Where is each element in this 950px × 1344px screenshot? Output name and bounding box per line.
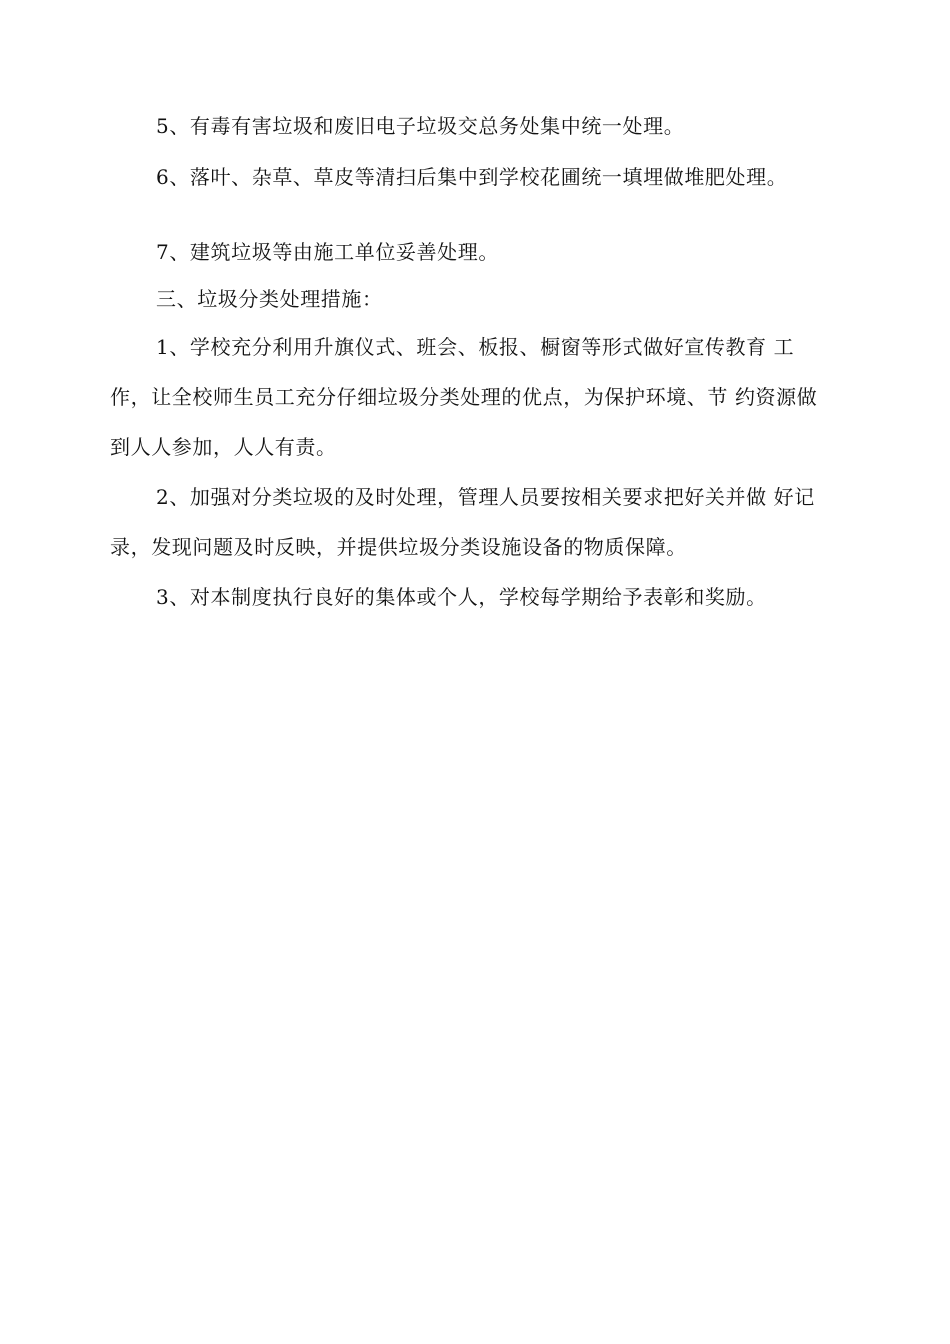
paragraph-item-6: 6、落叶、杂草、草皮等清扫后集中到学校花圃统一填埋做堆肥处理。	[156, 165, 788, 189]
paragraph-item-7: 7、建筑垃圾等由施工单位妥善处理。	[156, 240, 499, 264]
paragraph-measure-3: 3、对本制度执行良好的集体或个人，学校每学期给予表彰和奖励。	[156, 585, 767, 609]
section-heading-measures: 三、垃圾分类处理措施：	[156, 287, 383, 311]
paragraph-measure-1: 1、学校充分利用升旗仪式、班会、板报、橱窗等形式做好宣传教育 工作，让全校师生员工充分仔细垃圾分类处理的优点，为保护环境、节 约资源做到人人参加，人人有责。	[110, 335, 818, 459]
paragraph-item-5: 5、有毒有害垃圾和废旧电子垃圾交总务处集中统一处理。	[156, 114, 685, 138]
paragraph-measure-2: 2、加强对分类垃圾的及时处理，管理人员要按相关要求把好关并做 好记录，发现问题及时反映，并提供垃圾分类设施设备的物质保障。	[110, 485, 815, 559]
